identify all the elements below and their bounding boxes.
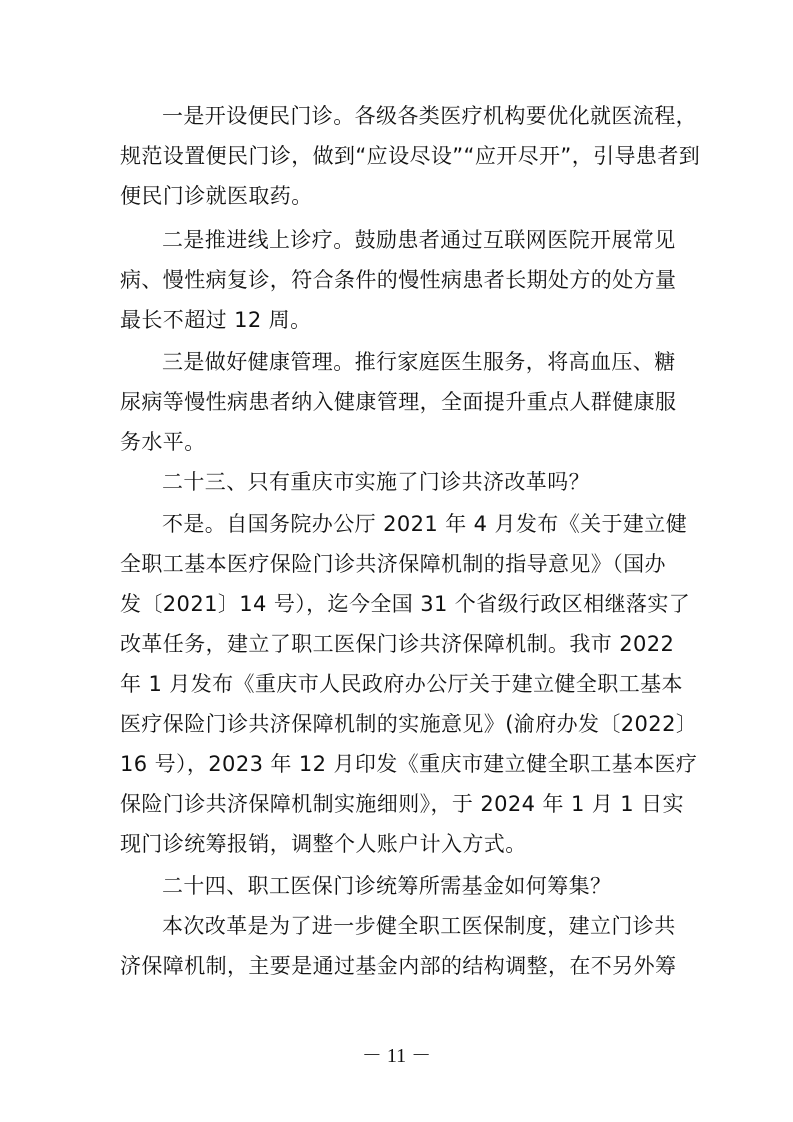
paragraph-line: 一是开设便民门诊。各级各类医疗机构要优化就医流程， [162, 104, 697, 128]
paragraph-line: 不是。自国务院办公厅 2021 年 4 月发布《关于建立健 [162, 512, 688, 536]
paragraph-line: 保险门诊共济保障机制实施细则》，于 2024 年 1 月 1 日实 [120, 792, 684, 816]
paragraph-line: 二是推进线上诊疗。鼓励患者通过互联网医院开展常见 [162, 228, 676, 252]
paragraph-line: 发〔2021〕14 号），迄今全国 31 个省级行政区相继落实了 [120, 592, 691, 616]
paragraph-line: 务水平。 [120, 430, 206, 454]
paragraph-line: 本次改革是为了进一步健全职工医保制度，建立门诊共 [162, 914, 676, 938]
paragraph-line: 规范设置便民门诊，做到“应设尽设”“应开尽开”，引导患者到 [120, 144, 701, 168]
paragraph-line: 便民门诊就医取药。 [120, 184, 313, 208]
paragraph-line: 年 1 月发布《重庆市人民政府办公厅关于建立健全职工基本 [120, 672, 683, 696]
page-number: － 11 － [361, 1045, 432, 1067]
paragraph-line: 全职工基本医疗保险门诊共济保障机制的指导意见》（国办 [120, 552, 666, 576]
paragraph-line: 现门诊统筹报销，调整个人账户计入方式。 [120, 832, 527, 856]
section-heading: 二十四、职工医保门诊统筹所需基金如何筹集？ [162, 874, 612, 898]
paragraph-line: 16 号），2023 年 12 月印发《重庆市建立健全职工基本医疗 [120, 752, 698, 776]
section-heading: 二十三、只有重庆市实施了门诊共济改革吗？ [162, 470, 590, 494]
paragraph-line: 医疗保险门诊共济保障机制的实施意见》(渝府办发〔2022〕 [120, 712, 698, 736]
paragraph-line: 济保障机制，主要是通过基金内部的结构调整，在不另外筹 [120, 954, 677, 978]
paragraph-line: 尿病等慢性病患者纳入健康管理，全面提升重点人群健康服 [120, 390, 677, 414]
paragraph-line: 改革任务，建立了职工医保门诊共济保障机制。我市 2022 [120, 632, 675, 656]
paragraph-line: 最长不超过 12 周。 [120, 308, 312, 332]
paragraph-line: 病、慢性病复诊，符合条件的慢性病患者长期处方的处方量 [120, 268, 677, 292]
paragraph-line: 三是做好健康管理。推行家庭医生服务，将高血压、糖 [162, 350, 676, 374]
